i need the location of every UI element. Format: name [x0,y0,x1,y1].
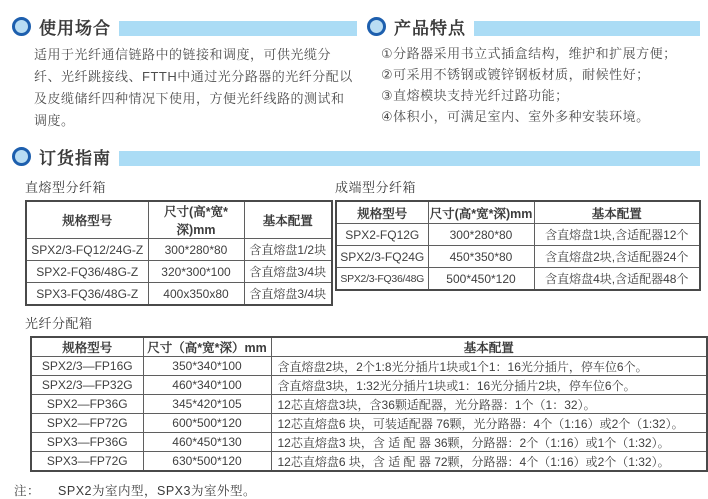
cell-size: 460*340*100 [143,376,271,395]
col-header-size: 尺寸（高*宽*深）mm [143,337,271,357]
cell-size: 320*300*100 [148,261,244,283]
table-row [31,395,707,414]
cell-model: SPX2—FP72G [31,414,143,433]
cell-model: SPX2-FQ12G [336,224,428,246]
distribution-table-title: 光纤分配箱 [25,316,93,331]
distribution-table-block [25,313,708,472]
cell-model: SPX3—FP72G [31,452,143,472]
cell-config: 含直熔盘3/4块 [244,283,332,306]
ordering-section-title: 订货指南 [39,149,111,168]
ordering-section-header [12,144,700,169]
cell-size: 630*500*120 [143,452,271,472]
footnote-text: SPX2为室内型，SPX3为室外型。 [58,484,256,498]
col-header-model: 规格型号 [336,201,428,224]
table-row [336,246,700,268]
cell-size: 450*350*80 [428,246,534,268]
top-row [0,0,708,132]
features-section [367,14,700,132]
cell-size: 300*280*80 [148,239,244,261]
accent-bar [119,151,700,166]
features-section-title: 产品特点 [394,19,466,38]
usage-section-header [12,14,357,39]
features-section-header [367,14,700,39]
table-row [31,357,707,376]
footnote-label: 注： [14,484,41,498]
cell-config: 含直熔盘2块，2个1:8光分插片1块或1个1：16光分插片，停车位6个。 [271,357,707,376]
cell-config: 12芯直熔盘6 块，可装适配器 76颗，光分路器：4个（1:16）或2个（1:32）。 [271,414,707,433]
table-row [31,433,707,452]
cell-config: 含直熔盘3/4块 [244,261,332,283]
usage-section-title: 使用场合 [39,19,111,38]
terminated-table-block [335,177,701,306]
cell-config: 含直熔盘2块,含适配器24个 [534,246,700,268]
col-header-size: 尺寸(高*宽*深)mm [428,201,534,224]
feature-item: ②可采用不锈钢或镀锌钢板材质，耐候性好； [381,67,650,82]
cell-config: 含直熔盘4块,含适配器48个 [534,268,700,291]
table-header-row [336,201,700,224]
cell-model: SPX2/3—FP32G [31,376,143,395]
circle-bullet-icon [12,147,31,166]
cell-model: SPX2/3-FQ36/48G [336,268,428,291]
cell-model: SPX2-FQ36/48G-Z [26,261,148,283]
col-header-config: 基本配置 [244,201,332,239]
cell-model: SPX3—FP36G [31,433,143,452]
footnote [14,481,708,499]
cell-model: SPX2/3-FQ12/24G-Z [26,239,148,261]
cell-model: SPX2/3-FQ24G [336,246,428,268]
cell-model: SPX2—FP36G [31,395,143,414]
usage-body-text: 适用于光纤通信链路中的链接和调度，可供光缆分纤、光纤跳接线、FTTH中通过光分路器的光纤分配以及皮缆储纤四种情况下使用，方便光纤线路的测试和调度。 [34,47,353,128]
cell-config: 含直熔盘1/2块 [244,239,332,261]
table-row [336,268,700,291]
feature-item: ①分路器采用书立式插盒结构，维护和扩展方便； [381,46,677,61]
terminated-table [335,200,701,291]
cell-size: 500*450*120 [428,268,534,291]
cell-size: 460*450*130 [143,433,271,452]
table-row [31,414,707,433]
table-row [26,261,332,283]
features-list [381,43,700,127]
feature-item: ③直熔模块支持光纤过路功能； [381,88,569,103]
cell-size: 600*500*120 [143,414,271,433]
direct-fusion-table-title: 直熔型分纤箱 [25,180,107,195]
col-header-model: 规格型号 [31,337,143,357]
accent-bar [119,21,357,36]
col-header-config: 基本配置 [271,337,707,357]
col-header-config: 基本配置 [534,201,700,224]
col-header-size: 尺寸(高*宽*深)mm [148,201,244,239]
cell-model: SPX3-FQ36/48G-Z [26,283,148,306]
direct-fusion-table [25,200,333,306]
table-row [26,239,332,261]
terminated-table-title: 成端型分纤箱 [335,180,417,195]
circle-bullet-icon [12,17,31,36]
table-row [31,452,707,472]
distribution-table [30,336,708,472]
table-row [31,376,707,395]
cell-config: 含直熔盘3块，1:32光分插片1块或1：16光分插片2块，停车位6个。 [271,376,707,395]
table-header-row [31,337,707,357]
cell-size: 350*340*100 [143,357,271,376]
cell-config: 12芯直熔盘3块，含36颗适配器，光分路器：1个（1：32）。 [271,395,707,414]
circle-bullet-icon [367,17,386,36]
table-header-row [26,201,332,239]
accent-bar [474,21,700,36]
cell-config: 12芯直熔盘6 块，含 适 配 器 72颗，分路器：4个（1:16）或2个（1:32）。 [271,452,707,472]
cell-model: SPX2/3—FP16G [31,357,143,376]
direct-fusion-table-block [25,177,333,306]
cell-size: 400x350x80 [148,283,244,306]
cell-config: 含直熔盘1块,含适配器12个 [534,224,700,246]
tables-row [25,177,708,306]
usage-section [12,14,357,132]
col-header-model: 规格型号 [26,201,148,239]
table-row [336,224,700,246]
table-row [26,283,332,306]
cell-size: 345*420*105 [143,395,271,414]
cell-config: 12芯直熔盘3 块，含 适 配 器 36颗，分路器：2个（1:16）或1个（1:32）。 [271,433,707,452]
cell-size: 300*280*80 [428,224,534,246]
feature-item: ④体积小，可满足室内、室外多种安装环境。 [381,109,650,124]
